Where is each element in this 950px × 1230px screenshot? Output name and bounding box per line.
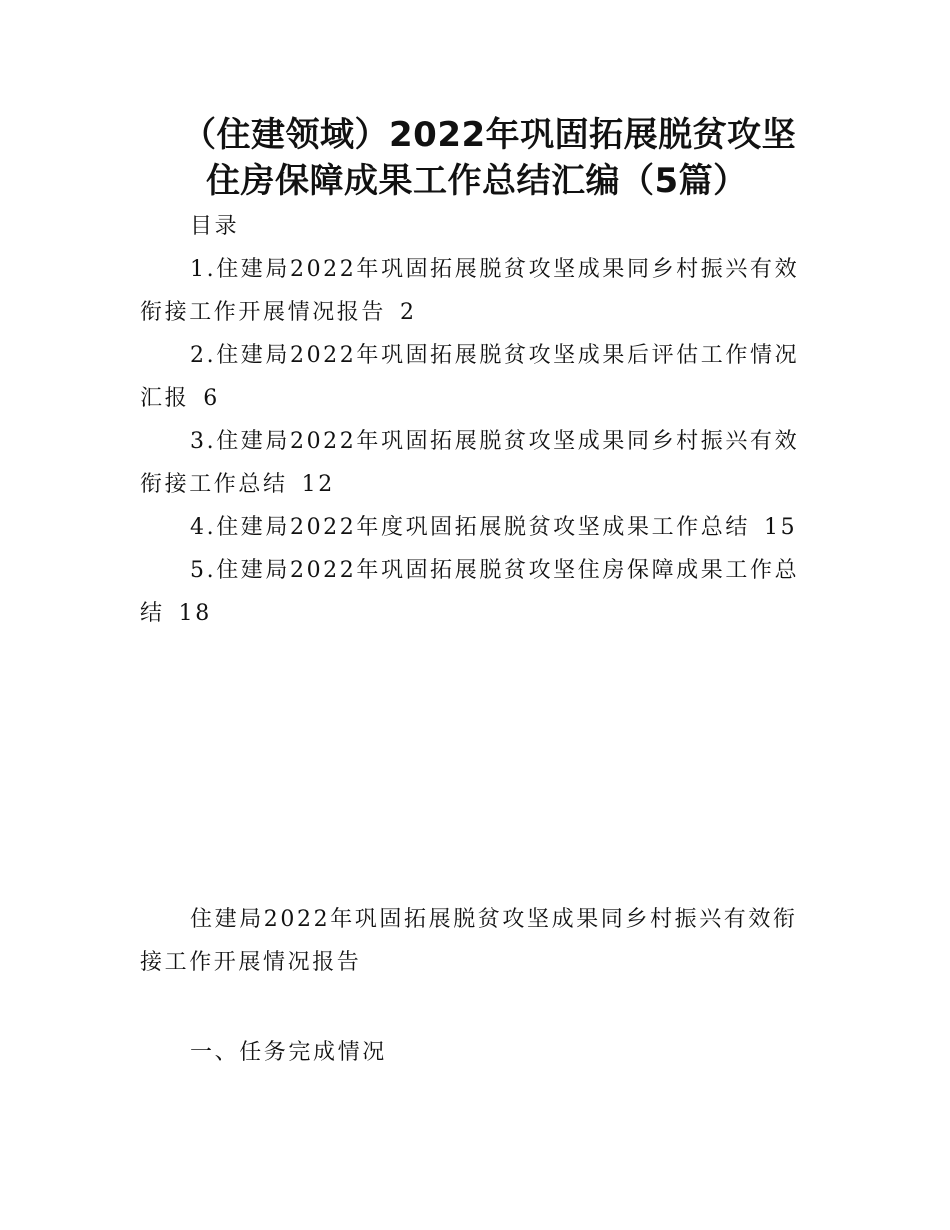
toc-item-text: 3.住建局2022年巩固拓展脱贫攻坚成果同乡村振兴有效衔接工作总结 [140, 429, 800, 497]
toc-item-page: 2 [400, 300, 417, 325]
toc-item-text: 5.住建局2022年巩固拓展脱贫攻坚住房保障成果工作总结 [140, 558, 800, 626]
toc-item-page: 12 [301, 472, 335, 497]
toc-heading: 目录 [190, 214, 240, 239]
section-title: 住建局2022年巩固拓展脱贫攻坚成果同乡村振兴有效衔接工作开展情况报告 [140, 907, 798, 975]
title-line-1: （住建领域）2022年巩固拓展脱贫攻坚 [182, 115, 797, 155]
toc-item-text: 1.住建局2022年巩固拓展脱贫攻坚成果同乡村振兴有效衔接工作开展情况报告 [140, 257, 800, 325]
toc-item-4[interactable] [140, 506, 800, 549]
toc-item-page: 18 [178, 601, 212, 626]
section-block [140, 898, 800, 984]
table-of-contents [140, 205, 800, 635]
toc-item-page: 6 [203, 386, 220, 411]
toc-item-page: 15 [763, 515, 798, 540]
section-heading: 一、任务完成情况 [190, 1040, 387, 1065]
toc-item-1[interactable] [140, 248, 800, 334]
toc-item-text: 4.住建局2022年度巩固拓展脱贫攻坚成果工作总结 [190, 515, 750, 540]
document-title [140, 112, 820, 204]
toc-item-5[interactable] [140, 549, 800, 635]
toc-item-3[interactable] [140, 420, 800, 506]
title-line-2: 住房保障成果工作总结汇编（5篇） [206, 161, 748, 201]
toc-item-2[interactable] [140, 334, 800, 420]
toc-item-text: 2.住建局2022年巩固拓展脱贫攻坚成果后评估工作情况汇报 [140, 343, 800, 411]
